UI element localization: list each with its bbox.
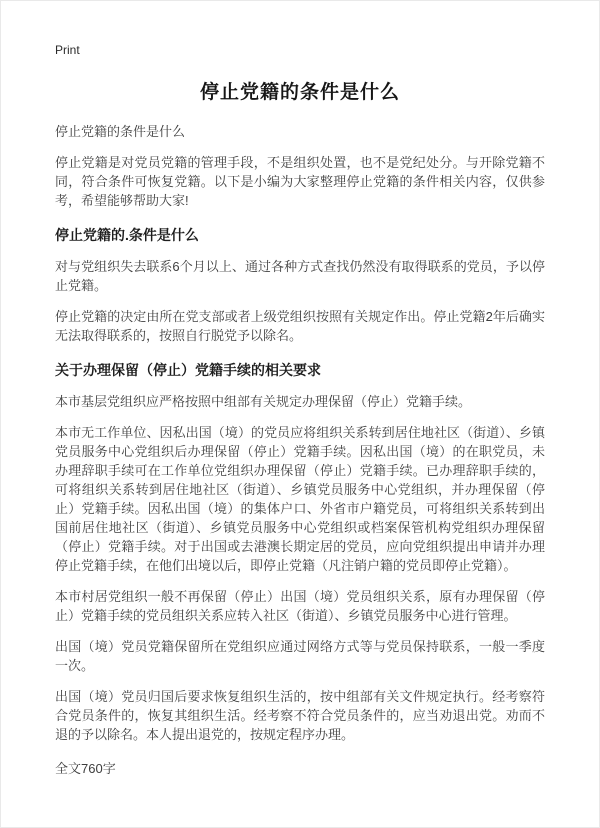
paragraph: 本市村居党组织一般不再保留（停止）出国（境）党员组织关系，原有办理保留（停止）党籍手续的党员组织关系应转入社区（街道）、乡镇党员服务中心进行管理。	[55, 589, 545, 623]
section-heading-conditions: 停止党籍的.条件是什么	[55, 227, 199, 243]
paragraph: 出国（境）党员党籍保留所在党组织应通过网络方式等与党员保持联系，一般一季度一次。	[55, 639, 545, 673]
paragraph: 本市无工作单位、因私出国（境）的党员应将组织关系转到居住地社区（街道）、乡镇党员服务中心党组织后办理保留（停止）党籍手续。因私出国（境）的在职党员，未办理辞职手续可在工作单位党组织办理保留（停止）党籍手续。已办理辞职手续的，可将组织关系转到居住地社区（街道）、乡镇党员服务中心党组织，并办理保留（停止）党籍手续。因私出国（境）的集体户口、外省市户籍党员，可将组织关系转到出国前居住地社区（街道）、乡镇党员服务中心党组织或档案保管机构党组织办理保留（停止）党籍手续。对于出国或去港澳长期定居的党员，应向党组织提出申请并办理停止党籍手续，在他们出境以后，即停止党籍（凡注销户籍的党员即停止党籍）。	[55, 425, 545, 573]
paragraph: 本市基层党组织应严格按照中组部有关规定办理保留（停止）党籍手续。	[55, 394, 472, 409]
paragraph-intro: 停止党籍是对党员党籍的管理手段，不是组织处置，也不是党纪处分。与开除党籍不同，符合条件可恢复党籍。以下是小编为大家整理停止党籍的条件相关内容，仅供参考，希望能够帮助大家!	[55, 155, 545, 208]
paragraph: 对与党组织失去联系6个月以上、通过各种方式查找仍然没有取得联系的党员，予以停止党籍。	[55, 259, 545, 293]
print-link[interactable]: Print	[55, 43, 80, 57]
page-title: 停止党籍的条件是什么	[199, 82, 400, 103]
word-count: 全文760字	[55, 761, 116, 776]
paragraph: 停止党籍的决定由所在党支部或者上级党组织按照有关规定作出。停止党籍2年后确实无法取得联系的，按照自行脱党予以除名。	[55, 309, 545, 343]
paragraph: 出国（境）党员归国后要求恢复组织生活的，按中组部有关文件规定执行。经考察符合党员条件的，恢复其组织生活。经考察不符合党员条件的，应当劝退出党。劝而不退的予以除名。本人提出退党的，按规定程序办理。	[55, 689, 545, 742]
section-heading-requirements: 关于办理保留（停止）党籍手续的相关要求	[55, 362, 321, 378]
paragraph-subtitle: 停止党籍的条件是什么	[55, 124, 186, 139]
